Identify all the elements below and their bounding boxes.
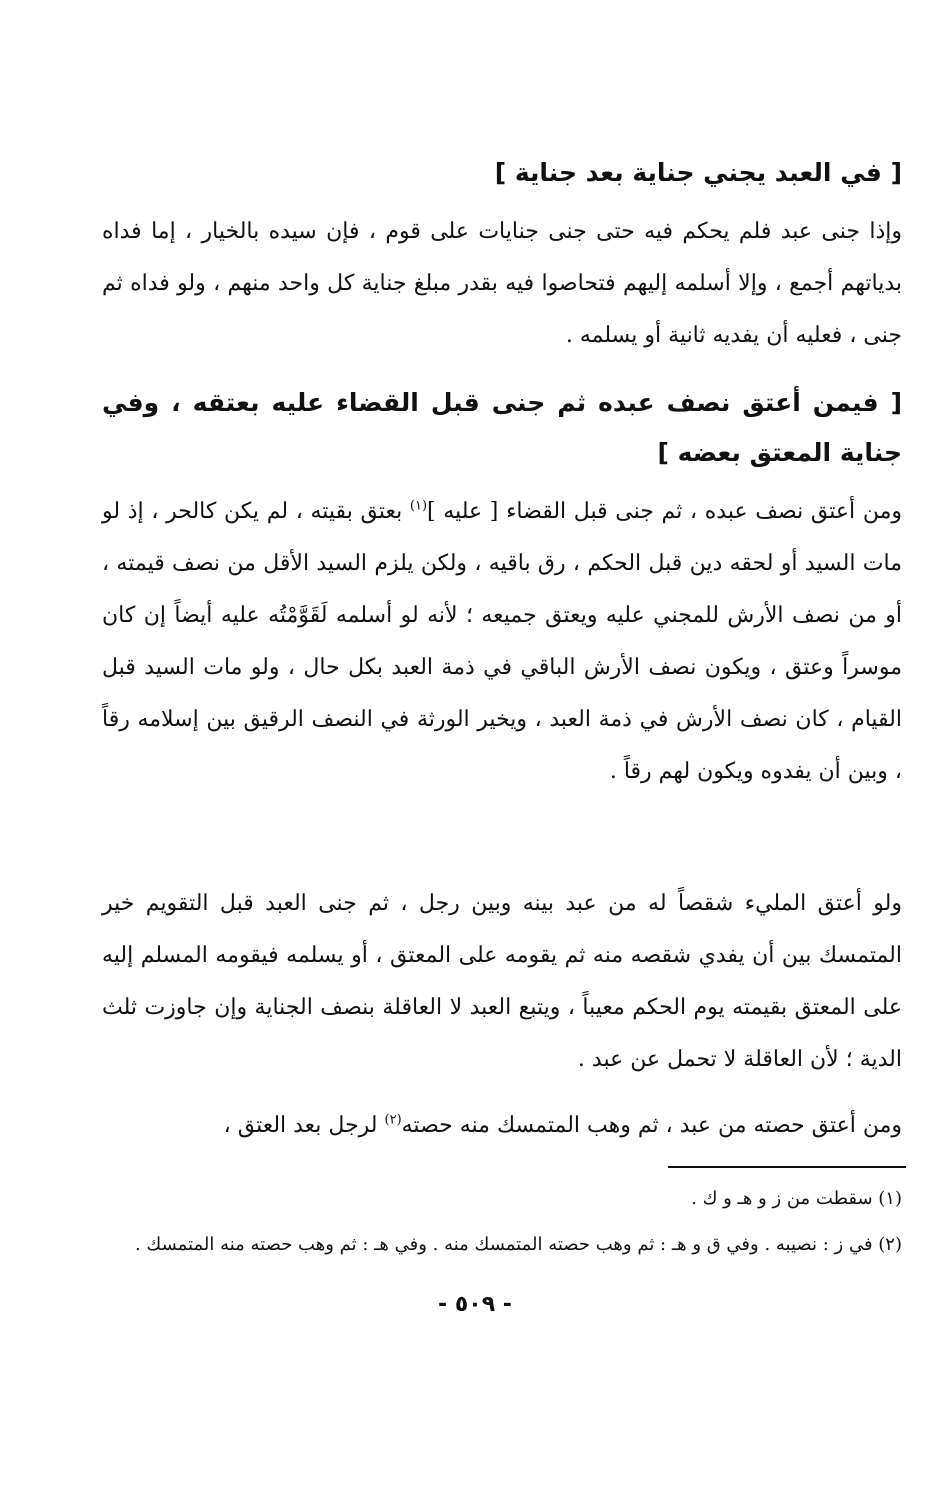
- paragraph-4-part-a: ومن أعتق حصته من عبد ، ثم وهب المتمسك منه حصته: [401, 1113, 902, 1138]
- section-heading-1: [ في العبد يجني جناية بعد جناية ]: [494, 158, 902, 187]
- paragraph-3: ولو أعتق المليء شقصاً له من عبد بينه وبين رجل ، ثم جنى العبد قبل التقويم خير المتمسك بين أن يفدي شقصه منه ثم يقومه على المعتق ، أو يسلمه فيقومه المسلم إليه على المعتق بقيمته يوم الحكم معيباً ، ويتبع العبد لا العاقلة بنصف الجناية وإن جاوزت ثلث الدية ؛ لأن العاقلة لا تحمل عن عبد .: [102, 891, 902, 1072]
- paragraph-1: وإذا جنى عبد فلم يحكم فيه حتى جنى جنايات على قوم ، فإن سيده بالخيار ، إما فداه بدياتهم أجمع ، وإلا أسلمه إليهم فتحاصوا فيه بقدر مبلغ جناية كل واحد منهم ، ولو فداه ثم جنى ، فعليه أن يفديه ثانية أو يسلمه .: [102, 219, 902, 348]
- footnote-ref-2: (٢): [384, 1112, 402, 1128]
- page-number: - ٥٠٩ -: [438, 1292, 512, 1317]
- footnote-1: (١) سقطت من ز و هـ و ك .: [691, 1188, 902, 1209]
- paragraph-2: [102, 486, 902, 798]
- footnote-separator: [668, 1166, 906, 1168]
- paragraph-2-part-b: بعتق بقيته ، لم يكن كالحر ، إذ لو مات السيد أو لحقه دين قبل الحكم ، رق باقيه ، ولكن يلزم السيد الأقل من نصف قيمته ، أو من نصف الأرش للمجني عليه ويعتق جميعه ؛ لأنه لو أسلمه لَقَوَّمْتُه عليه أيضاً إن كان موسراً وعتق ، ويكون نصف الأرش الباقي في ذمة العبد بكل حال ، ولو مات السيد قبل القيام ، كان نصف الأرش في ذمة العبد ، ويخير الورثة في النصف الرقيق بين إسلامه رقاً ، وبين أن يفدوه ويكون لهم رقاً .: [102, 499, 902, 784]
- paragraph-4-part-b: لرجل بعد العتق ،: [223, 1113, 385, 1138]
- footnote-2: (٢) في ز : نصيبه . وفي ق و هـ : ثم وهب حصته المتمسك منه . وفي هـ : ثم وهب حصته منه المتمسك .: [134, 1234, 902, 1255]
- section-heading-2: [ فيمن أعتق نصف عبده ثم جنى قبل القضاء عليه بعتقه ، وفي جناية المعتق بعضه ]: [102, 388, 902, 467]
- paragraph-2-part-a: ومن أعتق نصف عبده ، ثم جنى قبل القضاء [ عليه ]: [427, 499, 902, 524]
- footnote-ref-1: (١): [409, 498, 428, 514]
- paragraph-4: [102, 1100, 902, 1152]
